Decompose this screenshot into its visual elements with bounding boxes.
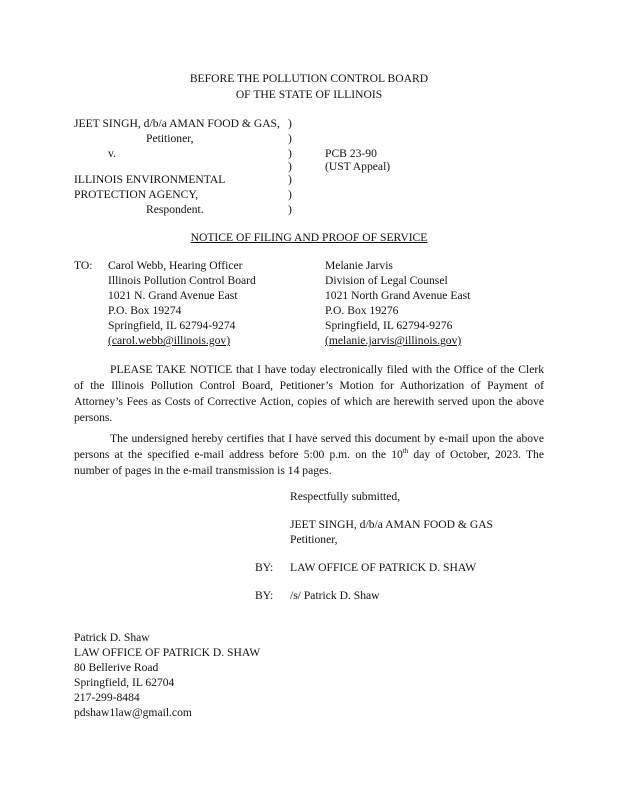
case-type: (UST Appeal) — [325, 160, 391, 173]
recipient-1-pobox: P.O. Box 19274 — [108, 304, 182, 317]
attorney-firm: LAW OFFICE OF PATRICK D. SHAW — [74, 646, 261, 659]
caption-bracket: ) — [288, 173, 292, 186]
signature-name: /s/ Patrick D. Shaw — [290, 589, 380, 602]
petitioner-name: JEET SINGH, d/b/a AMAN FOOD & GAS, — [74, 117, 280, 130]
notice-title: NOTICE OF FILING AND PROOF OF SERVICE — [190, 231, 428, 244]
petitioner-role: Petitioner, — [146, 132, 194, 145]
caption-bracket: ) — [288, 147, 292, 160]
recipient-2-street: 1021 North Grand Avenue East — [325, 289, 471, 302]
by-label: BY: — [255, 589, 274, 602]
attorney-name: Patrick D. Shaw — [74, 631, 150, 644]
versus-label: v. — [108, 147, 116, 160]
attorney-street: 80 Bellerive Road — [74, 661, 159, 674]
certification-paragraph — [74, 431, 544, 479]
attorney-city: Springfield, IL 62704 — [74, 676, 175, 689]
attorney-email[interactable]: pdshaw1law@gmail.com — [74, 706, 192, 719]
signature-party: JEET SINGH, d/b/a AMAN FOOD & GAS — [290, 518, 494, 531]
recipient-1-city: Springfield, IL 62794-9274 — [108, 319, 236, 332]
recipient-1-name: Carol Webb, Hearing Officer — [108, 259, 243, 272]
caption-bracket: ) — [288, 188, 292, 201]
caption-bracket: ) — [288, 160, 292, 173]
respondent-role: Respondent. — [146, 203, 204, 216]
recipient-2-name: Melanie Jarvis — [325, 259, 393, 272]
recipient-1-org: Illinois Pollution Control Board — [108, 274, 256, 287]
to-label: TO: — [74, 259, 93, 272]
caption-bracket: ) — [288, 132, 292, 145]
certification-text-1: The undersigned hereby certifies that I have served this document by e-mail upon the above persons at the specified e-mail address before 5:00 p.m. on the 10 — [74, 432, 544, 461]
caption-bracket: ) — [288, 203, 292, 216]
court-name: BEFORE THE POLLUTION CONTROL BOARD — [189, 72, 429, 85]
recipient-2-pobox: P.O. Box 19276 — [325, 304, 399, 317]
court-state: OF THE STATE OF ILLINOIS — [235, 88, 383, 101]
closing: Respectfully submitted, — [290, 490, 401, 503]
recipient-2-city: Springfield, IL 62794-9276 — [325, 319, 453, 332]
recipient-2-org: Division of Legal Counsel — [325, 274, 448, 287]
caption-bracket: ) — [288, 117, 292, 130]
attorney-phone: 217-299-8484 — [74, 691, 140, 704]
respondent-name-line2: PROTECTION AGENCY, — [74, 188, 199, 201]
recipient-1-email[interactable]: (carol.webb@illinois.gov) — [108, 334, 231, 347]
certification-sup: th — [402, 447, 409, 456]
recipient-2-email[interactable]: (melanie.jarvis@illinois.gov) — [325, 334, 462, 347]
certification-text-2: day of October, 2023. The number of pages in the e-mail transmission is 14 pages. — [74, 448, 544, 477]
notice-paragraph — [74, 362, 544, 426]
by-label: BY: — [255, 561, 274, 574]
signature-firm: LAW OFFICE OF PATRICK D. SHAW — [290, 561, 477, 574]
recipient-1-street: 1021 N. Grand Avenue East — [108, 289, 238, 302]
respondent-name-line1: ILLINOIS ENVIRONMENTAL — [74, 173, 226, 186]
case-number: PCB 23-90 — [325, 147, 377, 160]
signature-party-role: Petitioner, — [290, 533, 338, 546]
notice-paragraph-text: PLEASE TAKE NOTICE that I have today electronically filed with the Office of the Clerk of the Illinois Pollution Control Board, Petitioner’s Motion for Authorization of Payment of Attorney’s Fees as Costs of Corrective Action, copies of which are herewith served upon the above persons. — [74, 363, 544, 424]
